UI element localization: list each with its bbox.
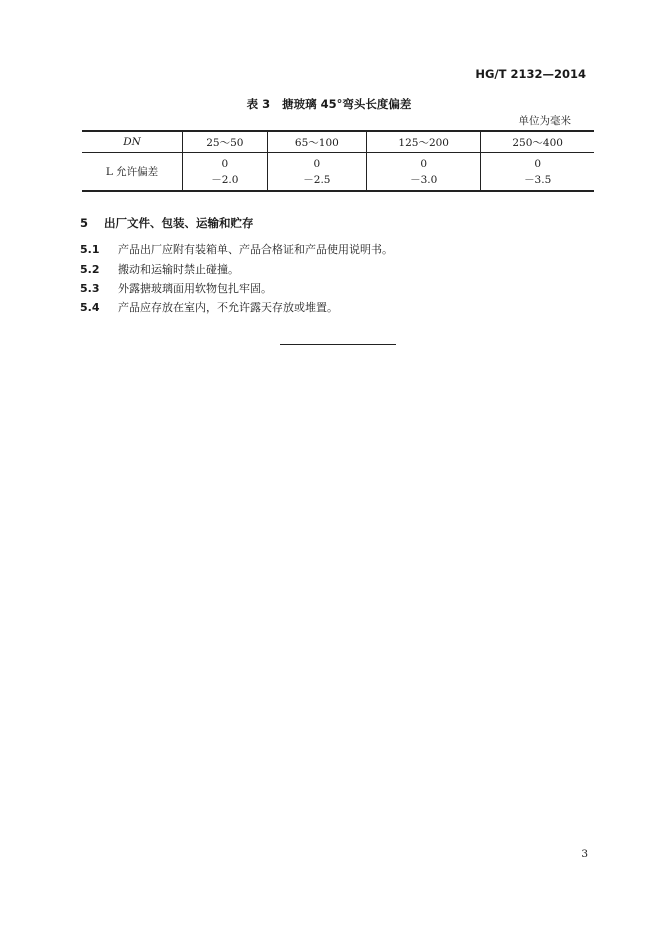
clause-number: 5.3 [80, 282, 100, 295]
lower-deviation: －3.5 [524, 173, 552, 186]
upper-deviation: 0 [420, 157, 428, 170]
clause-item [80, 261, 239, 277]
lower-deviation: －2.5 [303, 173, 331, 186]
clause-number: 5.1 [80, 243, 100, 256]
header-cell: 25～50 [183, 131, 268, 153]
clause-item [80, 241, 393, 257]
end-rule [280, 344, 396, 345]
upper-deviation: 0 [221, 157, 229, 170]
value-cell [267, 153, 366, 192]
deviation-table [82, 130, 594, 192]
table-number: 表 3 [246, 97, 271, 111]
table-header-row [82, 131, 594, 153]
clause-item [80, 280, 272, 296]
value-cell [183, 153, 268, 192]
page-number: 3 [581, 848, 588, 860]
table-caption [0, 96, 658, 112]
standard-code: HG/T 2132—2014 [475, 67, 586, 81]
section-heading [80, 215, 254, 231]
clause-number: 5.2 [80, 263, 100, 276]
table-title: 搪玻璃 45°弯头长度偏差 [282, 97, 412, 111]
section-title: 出厂文件、包装、运输和贮存 [104, 216, 254, 230]
unit-note: 单位为毫米 [518, 115, 571, 127]
clause-number: 5.4 [80, 301, 100, 314]
upper-deviation: 0 [534, 157, 541, 170]
header-cell: 125～200 [367, 131, 481, 153]
lower-deviation: －3.0 [410, 173, 438, 186]
value-cell [367, 153, 481, 192]
row-label-cell: L 允许偏差 [82, 153, 183, 192]
clause-text: 产品应存放在室内，不允许露天存放或堆置。 [118, 301, 338, 314]
clause-text: 搬动和运输时禁止碰撞。 [118, 263, 239, 276]
table-value-row [82, 153, 594, 192]
header-cell: 250～400 [481, 131, 594, 153]
clause-text: 产品出厂应附有装箱单、产品合格证和产品使用说明书。 [118, 243, 393, 256]
header-cell: 65～100 [267, 131, 366, 153]
header-label-cell: DN [82, 131, 183, 153]
section-number: 5 [80, 216, 89, 230]
lower-deviation: －2.0 [211, 173, 239, 186]
clause-text: 外露搪玻璃面用软物包扎牢固。 [118, 282, 272, 295]
clause-item [80, 299, 338, 315]
value-cell [481, 153, 594, 192]
upper-deviation: 0 [313, 157, 321, 170]
